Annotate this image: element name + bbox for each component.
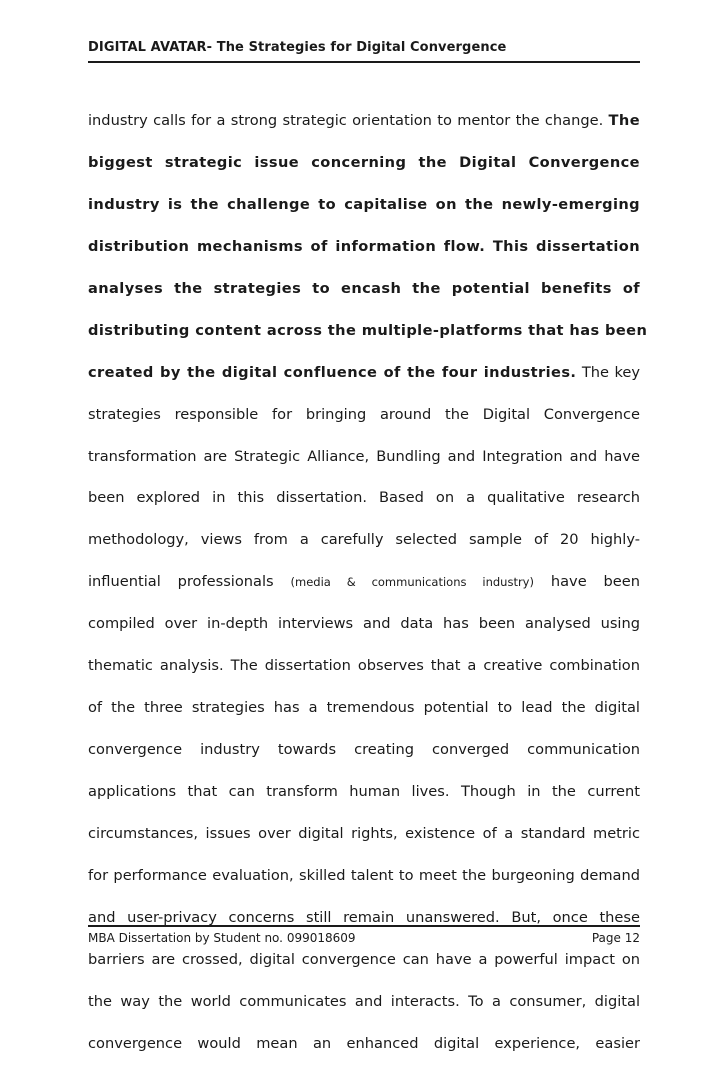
text-line: methodology, views from a carefully selected sample of 20 highly-: [88, 531, 640, 549]
footer-author: MBA Dissertation by Student no. 099018609: [88, 931, 356, 945]
text-line: industry is the challenge to capitalise on the newly-emerging: [88, 195, 640, 213]
small-text-run: (media & communications industry): [290, 575, 534, 590]
text-line: for performance evaluation, skilled talent to meet the burgeoning demand: [88, 866, 640, 884]
running-footer: [88, 931, 640, 945]
text-line: barriers are crossed, digital convergence can have a powerful impact on: [88, 950, 640, 968]
text-line: [88, 561, 640, 603]
bold-text-run: The: [608, 112, 640, 129]
text-line: compiled over in-depth interviews and data has been analysed using: [88, 615, 640, 633]
text-run: industry calls for a strong strategic orientation to mentor the change.: [88, 112, 604, 129]
text-line: and user-privacy concerns still remain unanswered. But, once these: [88, 908, 640, 926]
text-line: circumstances, issues over digital rights, existence of a standard metric: [88, 824, 640, 842]
text-line: convergence industry towards creating converged communication: [88, 741, 640, 759]
text-line: convergence would mean an enhanced digital experience, easier: [88, 1034, 640, 1052]
text-line: analyses the strategies to encash the potential benefits of: [88, 279, 640, 297]
text-line: thematic analysis. The dissertation observes that a creative combination: [88, 657, 640, 675]
text-line: distributing content across the multiple-platforms that has been: [88, 321, 648, 339]
text-line: biggest strategic issue concerning the Digital Convergence: [88, 153, 640, 171]
text-run: The key: [581, 363, 640, 381]
text-line: [88, 352, 640, 394]
text-run: influential professionals: [88, 573, 274, 591]
page-number: Page 12: [591, 931, 640, 945]
text-line: [88, 100, 640, 142]
header-divider: [88, 61, 640, 63]
bold-text-run: created by the digital confluence of the four industries.: [88, 363, 577, 381]
text-line: distribution mechanisms of information flow. This dissertation: [88, 237, 640, 255]
footer-divider: [88, 925, 640, 927]
text-line: the way the world communicates and interacts. To a consumer, digital: [88, 992, 640, 1010]
text-line: been explored in this dissertation. Based on a qualitative research: [88, 489, 640, 507]
text-line: strategies responsible for bringing around the Digital Convergence: [88, 405, 640, 423]
text-line: of the three strategies has a tremendous potential to lead the digital: [88, 699, 640, 717]
text-line: applications that can transform human lives. Though in the current: [88, 783, 640, 800]
text-line: transformation are Strategic Alliance, Bundling and Integration and have: [88, 447, 640, 465]
text-run: have been: [550, 573, 641, 591]
page-body: [88, 100, 648, 1065]
running-header: DIGITAL AVATAR- The Strategies for Digital Convergence: [88, 40, 507, 55]
